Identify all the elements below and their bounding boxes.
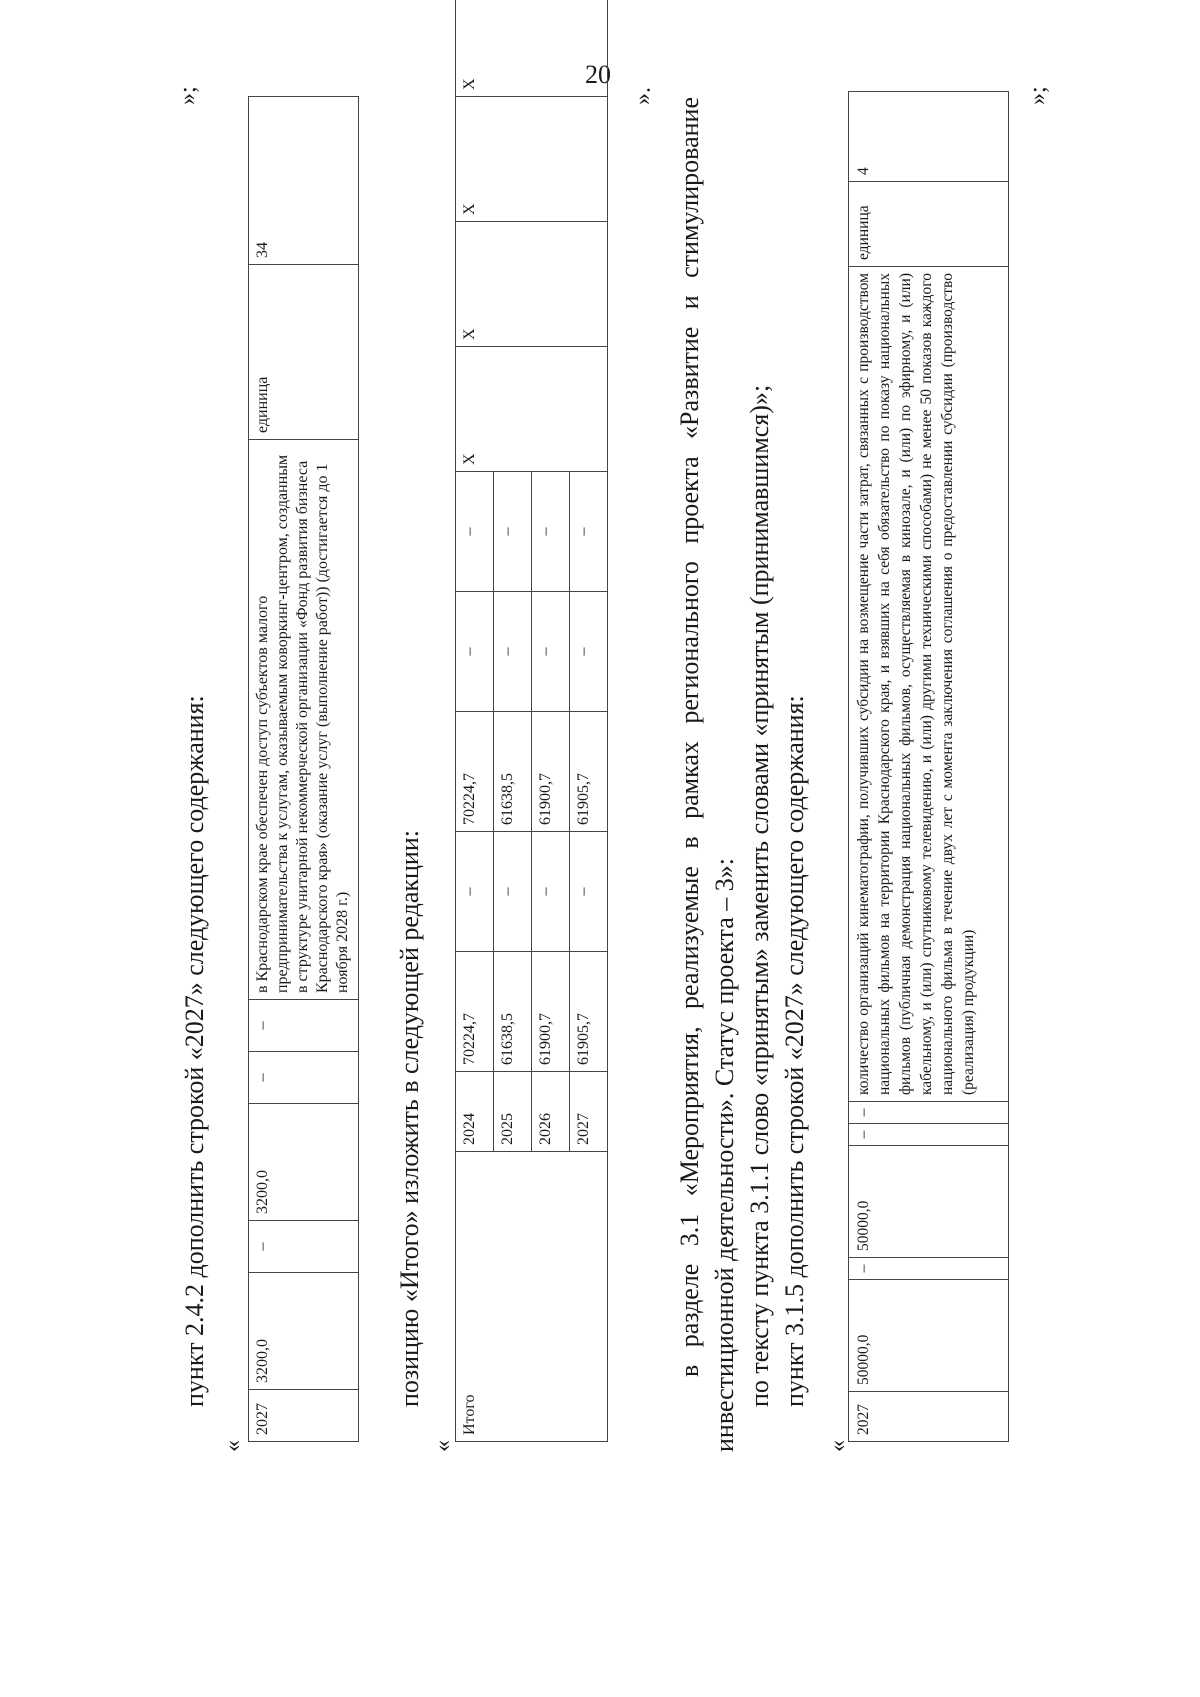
budget-cell-4: – — [494, 472, 532, 592]
budget-cell-2: 61638,5 — [494, 712, 532, 832]
budget-cell-2: 61905,7 — [570, 712, 608, 832]
budget-cell-3: – — [532, 592, 570, 712]
x-mark-cell: X — [456, 347, 608, 472]
total-cell: 61638,5 — [494, 952, 532, 1072]
budget-cell-2: 50000,0 — [849, 1146, 1009, 1258]
block1-table — [248, 96, 359, 1442]
value-cell: 34 — [249, 97, 359, 265]
year-cell: 2025 — [494, 1072, 532, 1152]
budget-cell-2: 61900,7 — [532, 712, 570, 832]
x-mark-cell: X — [456, 0, 608, 97]
budget-cell-4: – — [532, 472, 570, 592]
block3-line1: в разделе 3.1 «Мероприятия, реализуемые в рамках регионального проекта «Развитие и стимулирование — [675, 97, 704, 1377]
budget-cell-1: – — [456, 832, 494, 952]
year-cell: 2026 — [532, 1072, 570, 1152]
total-cell: 50000,0 — [849, 1280, 1009, 1392]
budget-cell-4: – — [456, 472, 494, 592]
block3-line3: по тексту пункта 3.1.1 слово «принятым» заменить словами «принятым (принимавшимся)»; — [745, 384, 774, 1407]
total-cell: 61905,7 — [570, 952, 608, 1072]
block4-close-quote: »; — [1025, 86, 1051, 105]
budget-cell-2: 3200,0 — [249, 1104, 359, 1221]
budget-cell-1: – — [532, 832, 570, 952]
budget-cell-4: – — [249, 1000, 359, 1052]
block2-open-quote: « — [430, 1440, 456, 1452]
year-cell: 2024 — [456, 1072, 494, 1152]
total-cell: 61900,7 — [532, 952, 570, 1072]
total-cell: 70224,7 — [456, 952, 494, 1072]
block3-line2: инвестиционной деятельности». Статус проекта – 3»: — [710, 858, 739, 1452]
budget-cell-1: – — [849, 1258, 1009, 1280]
total-label-cell: Итого — [456, 1152, 608, 1442]
unit-cell: единица — [249, 265, 359, 440]
budget-cell-3: – — [456, 592, 494, 712]
budget-cell-1: – — [494, 832, 532, 952]
budget-cell-3: – — [849, 1124, 1009, 1146]
table-row — [456, 0, 494, 1442]
table-row — [849, 92, 1009, 1442]
budget-cell-1: – — [570, 832, 608, 952]
budget-cell-3: – — [494, 592, 532, 712]
block2-close-quote: ». — [630, 87, 656, 105]
year-cell: 2027 — [849, 1392, 1009, 1442]
total-cell: 3200,0 — [249, 1273, 359, 1390]
block3-line4: пункт 3.1.5 дополнить строкой «2027» следующего содержания: — [780, 695, 809, 1407]
budget-cell-2: 70224,7 — [456, 712, 494, 832]
block2-table — [455, 0, 608, 1442]
x-mark-cell: X — [456, 97, 608, 222]
unit-cell: единица — [849, 182, 1009, 267]
block1-close-quote: »; — [175, 86, 201, 105]
budget-cell-1: – — [249, 1221, 359, 1273]
x-mark-cell: X — [456, 222, 608, 347]
year-cell: 2027 — [570, 1072, 608, 1152]
budget-cell-4: – — [570, 472, 608, 592]
block4-table — [848, 91, 1009, 1442]
description-cell: в Краснодарском крае обеспечен доступ субъектов малого предпринимательства к услугам, оказываемым коворкинг-центром, созданным в структуре унитарной некоммерческой организации «Фонд развития бизнеса Краснодарского края» (оказание услуг (выполнение работ)) (достигается до 1 ноября 2028 г.) — [249, 440, 359, 1000]
page-number: 20 — [585, 60, 611, 89]
block1-intro: пункт 2.4.2 дополнить строкой «2027» следующего содержания: — [180, 695, 209, 1407]
table-row — [249, 97, 359, 1442]
budget-cell-4: – — [849, 1102, 1009, 1124]
block4-open-quote: « — [825, 1440, 851, 1452]
year-cell: 2027 — [249, 1390, 359, 1442]
budget-cell-3: – — [570, 592, 608, 712]
block1-open-quote: « — [220, 1440, 246, 1452]
description-cell: количество организаций кинематографии, получивших субсидии на возмещение части затрат, связанных с производством национальных фильмов на территории Краснодарского края, и взявших на себя обязательство по показу национальных фильмов (публичная демонстрация национальных фильмов, осуществляемая в кинозале, и (или) по эфирному, и (или) кабельному, и (или) спутниковому телевидению, и (или) другими техническими способами) не менее 50 показов каждого национального фильма в течение двух лет с момента заключения соглашения о предоставлении субсидии (производство (реализация) продукции) — [849, 267, 1009, 1102]
block2-intro: позицию «Итого» изложить в следующей редакции: — [395, 830, 424, 1407]
budget-cell-3: – — [249, 1052, 359, 1104]
value-cell: 4 — [849, 92, 1009, 182]
